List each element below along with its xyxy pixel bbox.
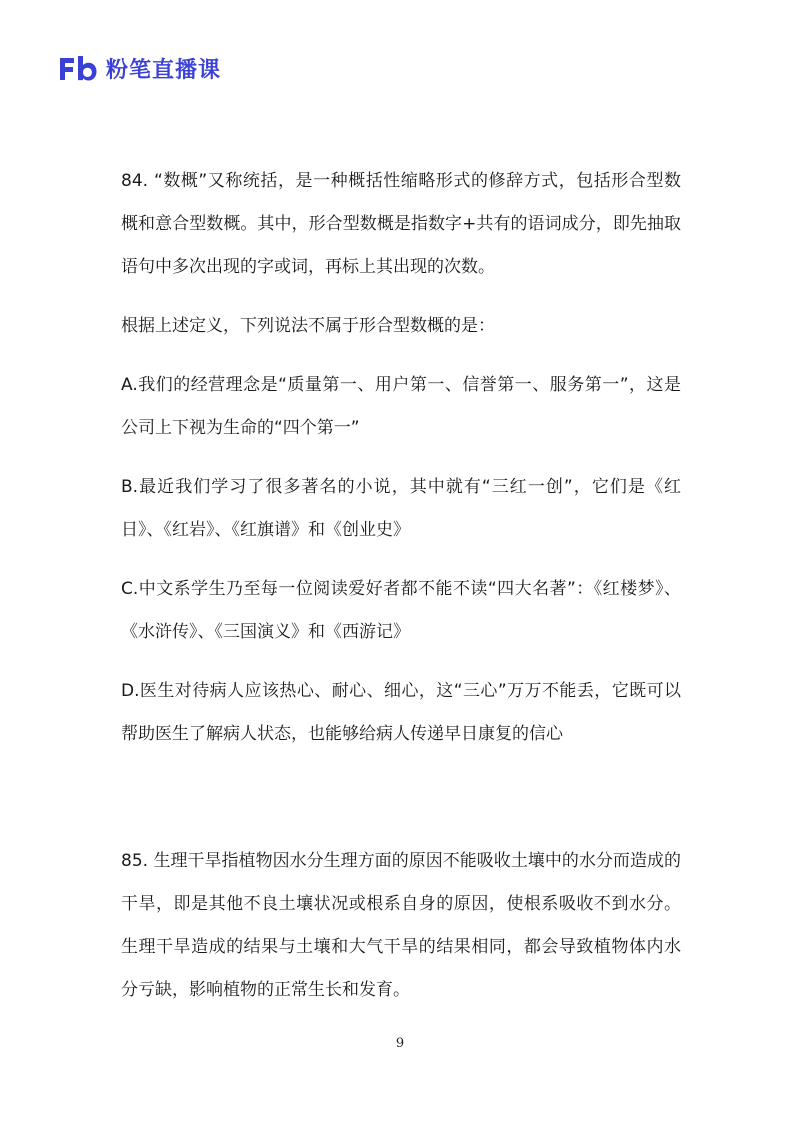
question-84-option-a: A.我们的经营理念是“质量第一、用户第一、信誉第一、服务第一”，这是公司上下视为生命的“四个第一”: [121, 375, 681, 438]
question-84-prompt: 根据上述定义，下列说法不属于形合型数概的是：: [121, 316, 495, 336]
fb-logo-icon: [58, 54, 98, 82]
question-84-stem: 84. “数概”又称统括，是一种概括性缩略形式的修辞方式，包括形合型数概和意合型数概。其中，形合型数概是指数字+共有的语词成分，即先抽取语句中多次出现的字或词，再标上其出现的次数。: [121, 171, 681, 277]
question-84-option-b: B.最近我们学习了很多著名的小说，其中就有“三红一创”，它们是《红日》、《红岩》、《红旗谱》和《创业史》: [121, 477, 681, 540]
page-number: 9: [395, 1036, 405, 1051]
document-body: [121, 160, 681, 1028]
question-85-stem: 85. 生理干旱指植物因水分生理方面的原因不能吸收土壤中的水分而造成的干旱，即是其他不良土壤状况或根系自身的原因，使根系吸收不到水分。生理干旱造成的结果与土壤和大气干旱的结果相同，都会导致植物体内水分亏缺，影响植物的正常生长和发育。: [121, 851, 681, 1000]
brand-name: 粉笔直播课: [106, 57, 222, 83]
question-84-option-d: D.医生对待病人应该热心、耐心、细心，这“三心”万万不能丢，它既可以帮助医生了解病人状态，也能够给病人传递早日康复的信心: [121, 681, 681, 744]
question-84-option-c: C.中文系学生乃至每一位阅读爱好者都不能不读“四大名著”：《红楼梦》、《水浒传》、《三国演义》和《西游记》: [121, 579, 681, 642]
section-spacer: [121, 772, 681, 840]
page-header: [58, 52, 221, 84]
